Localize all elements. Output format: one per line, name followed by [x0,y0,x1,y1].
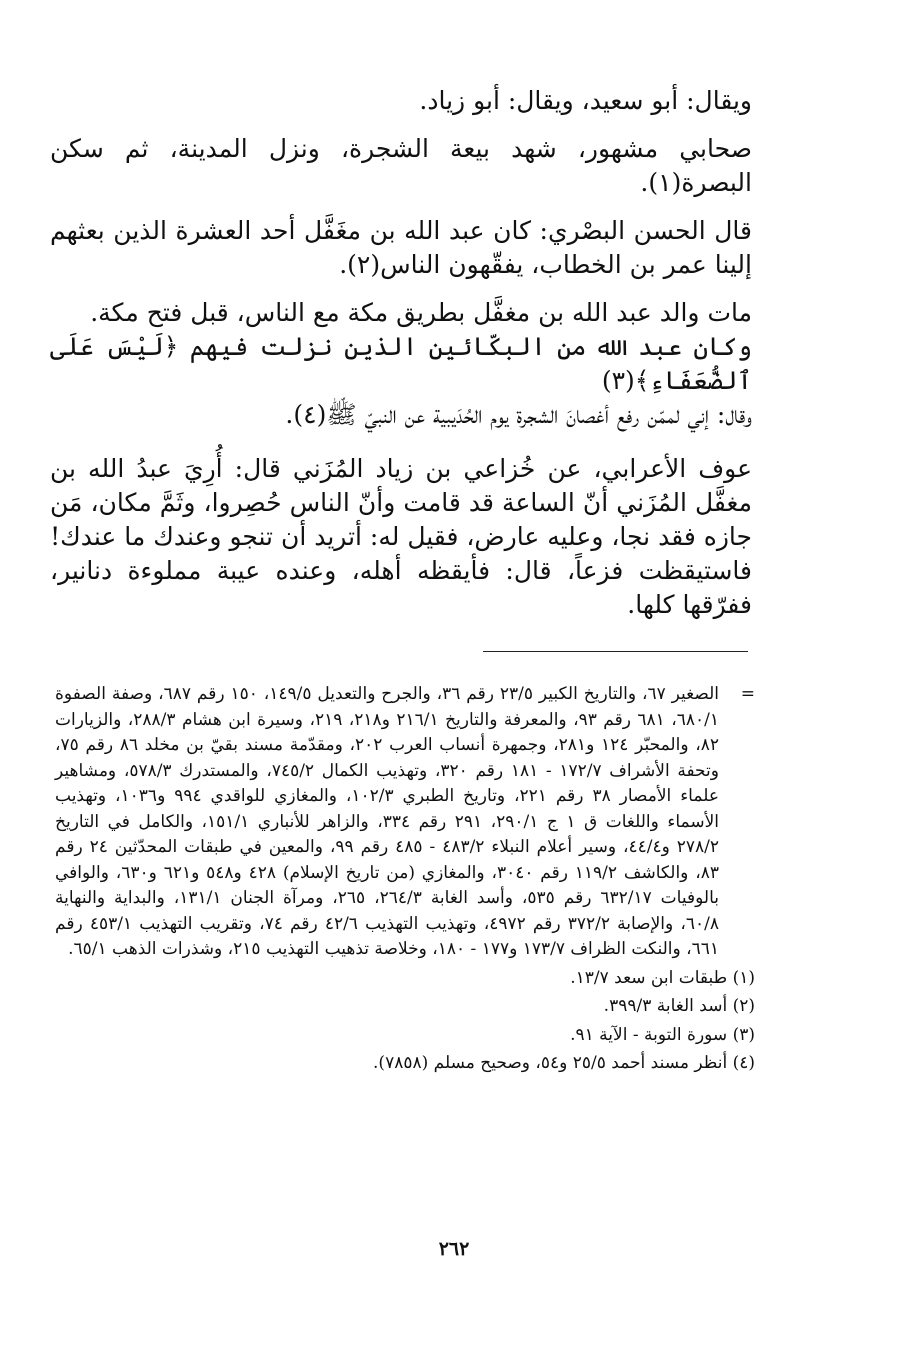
text-paragraph-hasan-basri: قال الحسن البصْري: كان عبد الله بن مغَفَّل أحد العشرة الذين بعثهم إلينا عمر بن الخطاب، يفقّهون الناس(٢). [50,216,752,279]
page-number: ٢٦٢ [438,1238,470,1260]
text-line-father-death: مات والد عبد الله بن مغفَّل بطريق مكة مع الناس، قبل فتح مكة. [90,298,752,327]
text-line-kunya: ويقال: أبو سعيد، ويقال: أبو زياد. [419,86,752,115]
footnote-4: (٤) أنظر مسند أحمد ٢٥/٥ و٥٤، وصحيح مسلم (٧٨٥٨). [373,1053,755,1073]
main-text [50,84,752,622]
footnote-divider [483,651,748,652]
text-line-weepers: وكان عبد الله من البكّائين الذين نزلت فيهم ﴿لَيْسَ عَلَى ٱلضُّعَفَاءِ﴾(٣) [50,332,752,395]
text-line-hudaybiya: وقال: إني لممّن رفع أغصانَ الشجرة يوم الحُدَيبية عن النبيّ ﷺ(٤). [285,400,752,429]
footnotes [55,682,755,1077]
footnote-2: (٢) أسد الغابة ٣٩٩/٣. [603,996,755,1016]
footnote-1: (١) طبقات ابن سعد ١٣/٧. [570,967,755,988]
footnote-3: (٣) سورة التوبة - الآية ٩١. [570,1024,755,1045]
footnote-continuation [55,682,755,963]
text-line-woke: فاستيقظت فزعاً، قال: فأيقظه أهله، وعنده عيبة مملوءة دنانير، ففرّقها كلها. [50,556,752,619]
footnote-continuation-text: الصغير ٦٧، والتاريخ الكبير ٢٣/٥ رقم ٣٦، والجرح والتعديل ١٤٩/٥، ١٥٠ رقم ٦٨٧، وصفة الصفوة ٦٨٠/١، ٦٨١ رقم ٩٣، والمعرفة والتاريخ ٢١٦/١ و٢١٨، ٢١٩، وسيرة ابن هشام ٢٨٨/٣، والزيارات ٨٢، والمحبّر ١٢٤ و٢٨١، وجمهرة أنساب العرب ٢٠٢، ومقدّمة مسند بقيّ بن مخلد ٨٦ رقم ٧٥، وتحفة الأشراف ١٧٢/٧ - ١٨١ رقم ٣٢٠، وتهذيب الكمال ٧٤٥/٢، والمستدرك ٥٧٨/٣، ومشاهير علماء الأمصار ٣٨ رقم ٢٢١، وتاريخ الطبري ١٠٢/٣، والمغازي للواقدي ٩٩٤ و١٠٣٦، وتهذيب الأسماء واللغات ق ١ ج ٢٩٠/١، ٢٩١ رقم ٣٣٤، والزاهر للأنباري ١٥١/١، والكامل في التاريخ ٢٧٨/٢ و٤٤/٤، وسير أعلام النبلاء ٤٨٣/٢ - ٤٨٥ رقم ٩٩، والمعين في طبقات المحدّثين ٢٤ رقم ٨٣، والكاشف ١١٩/٢ رقم ٣٠٤٠، والمغازي (من تاريخ الإسلام) ٤٢٨ و٥٤٨ و٦٢١ و٦٣٠، والوافي بالوفيات ٦٣٢/١٧ رقم ٥٣٥، وأسد الغابة ٢٦٤/٣، ٢٦٥، ومرآة الجنان ١٣١/١، والبداية والنهاية ٦٠/٨، والإصابة ٣٧٢/٢ رقم ٤٩٧٢، وتهذيب التهذيب ٤٢/٦ رقم ٧٤، وتقريب التهذيب ٤٥٣/١ رقم ٦٦١، والنكت الظراف ١٧٣/٧ و١٧٧ - ١٨٠، وخلاصة تذهيب التهذيب ٢١٥، وشذرات الذهب ٦٥/١. [55,684,719,959]
continuation-marker: = [740,684,755,704]
text-paragraph-dream: عوف الأعرابي، عن خُزاعي بن زياد المُزَني قال: أُرِيَ عبدُ الله بن مغفَّل المُزَني أنّ الساعة قد قامت وأنّ الناس حُصِروا، وثَمَّ مكان، مَن جازه فقد نجا، وعليه عارض، فقيل له: أتريد أن تنجو وعندك ما عندك! [50,454,752,551]
text-paragraph-companion: صحابي مشهور، شهد بيعة الشجرة، ونزل المدينة، ثم سكن البصرة(١). [50,134,752,197]
